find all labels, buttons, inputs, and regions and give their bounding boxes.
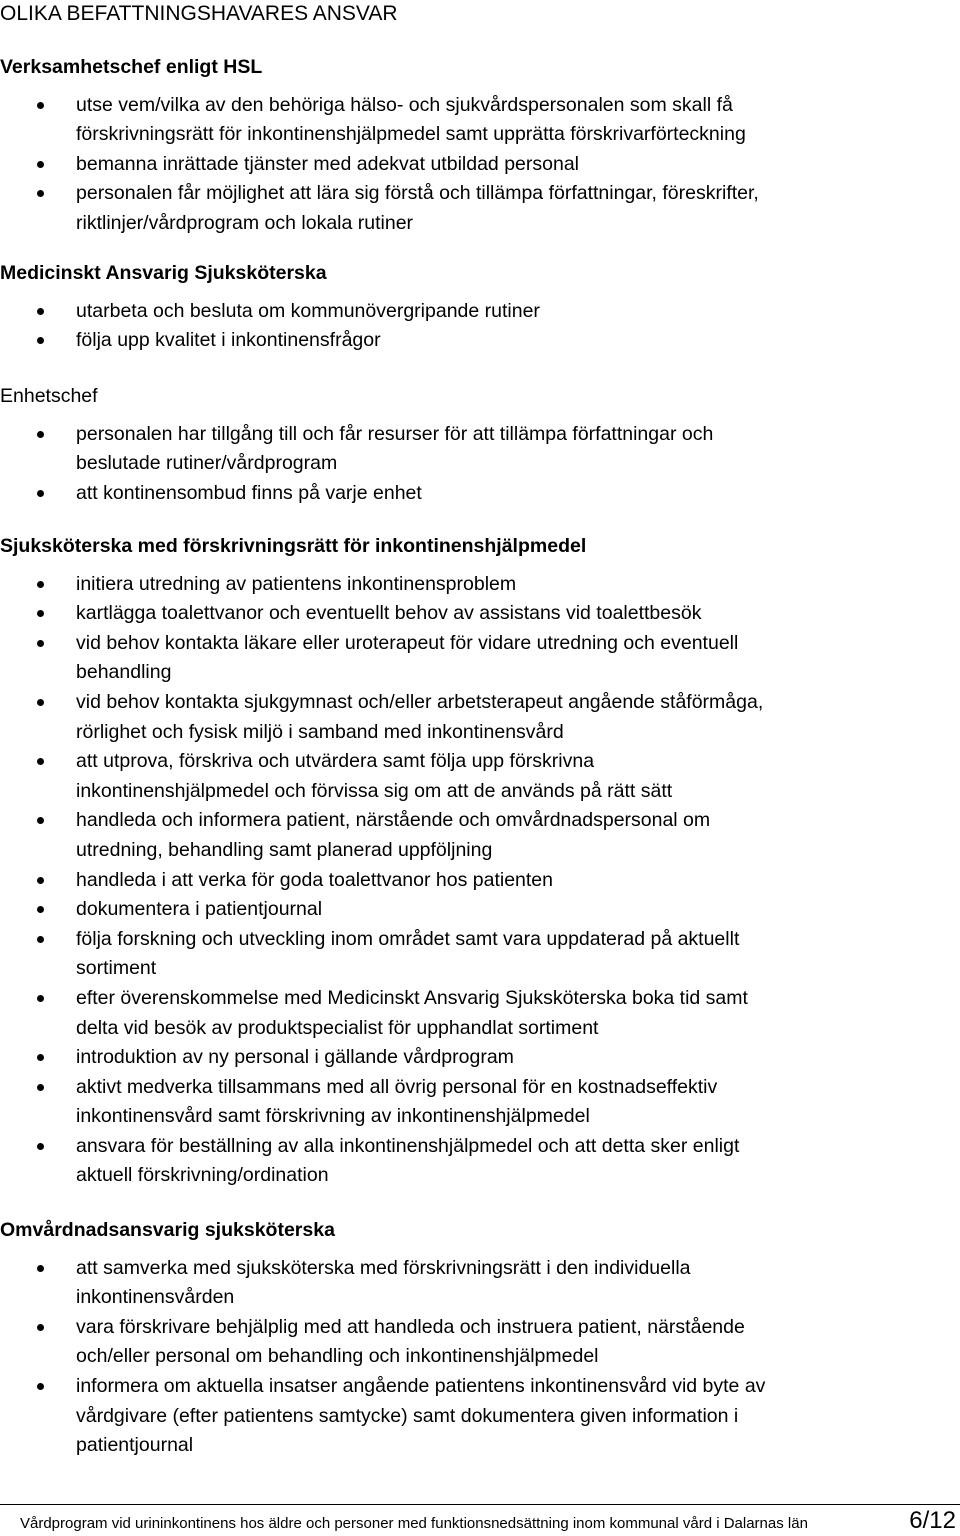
list-item-text: vara förskrivare behjälplig med att handleda och instruera patient, närstående och/eller personal om behandling och inkontinenshjälpmedel [76, 1315, 745, 1368]
bullet-list [0, 420, 960, 509]
list-item [0, 629, 960, 688]
bullet-list [0, 570, 960, 1191]
list-item [0, 1132, 960, 1191]
section-heading: Enhetschef [0, 385, 98, 407]
list-item [0, 420, 960, 479]
list-item-text: informera om aktuella insatser angående patientens inkontinensvård vid byte av vårdgivare (efter patientens samtycke) samt dokumentera given information i patientjournal [76, 1374, 766, 1457]
list-item-text: kartlägga toalettvanor och eventuellt behov av assistans vid toalettbesök [76, 602, 702, 625]
list-item [0, 806, 960, 865]
list-item-text: handleda och informera patient, närstående och omvårdnadspersonal om utredning, behandling samt planerad uppföljning [76, 809, 711, 861]
list-item-text: dokumentera i patientjournal [76, 898, 323, 921]
footer-text: Vårdprogram vid urininkontinens hos äldre och personer med funktionsnedsättning inom kommunal vård i Dalarnas län [20, 1515, 808, 1532]
list-item [0, 599, 960, 629]
list-item [0, 1043, 960, 1073]
list-item-text: personalen har tillgång till och får resurser för att tillämpa författningar och beslutade rutiner/vårdprogram [76, 422, 714, 475]
list-item [0, 91, 960, 150]
list-item [0, 925, 960, 984]
list-item-text: introduktion av ny personal i gällande vårdprogram [76, 1046, 514, 1069]
list-item-text: att kontinensombud finns på varje enhet [76, 481, 422, 504]
section-verksamhetschef [0, 53, 960, 239]
section-omvardnadsansvarig [0, 1216, 960, 1461]
list-item-text: personalen får möjlighet att lära sig förstå och tillämpa författningar, föreskrifter, riktlinjer/vårdprogram och lokala rutiner [76, 182, 759, 234]
list-item-text: att utprova, förskriva och utvärdera samt följa upp förskrivna inkontinenshjälpmedel och förvissa sig om att de används på rätt sätt [76, 750, 673, 802]
page-footer [0, 1504, 960, 1535]
list-item [0, 1073, 960, 1132]
list-item [0, 479, 960, 509]
list-item-text: följa forskning och utveckling inom området samt vara uppdaterad på aktuellt sortiment [76, 927, 740, 980]
list-item-text: ansvara för beställning av alla inkontinenshjälpmedel och att detta sker enligt aktuell förskrivning/ordination [76, 1134, 740, 1187]
list-item-text: utarbeta och besluta om kommunövergripande rutiner [76, 299, 540, 322]
list-item-text: efter överenskommelse med Medicinskt Ansvarig Sjuksköterska boka tid samt delta vid besök av produktspecialist för upphandlat sortiment [76, 986, 748, 1039]
list-item [0, 747, 960, 806]
list-item [0, 866, 960, 896]
section-heading: Sjuksköterska med förskrivningsrätt för inkontinenshjälpmedel [0, 535, 587, 557]
section-heading: Omvårdnadsansvarig sjuksköterska [0, 1219, 335, 1241]
bullet-list [0, 91, 960, 239]
page-title: OLIKA BEFATTNINGSHAVARES ANSVAR [0, 2, 398, 25]
list-item-text: aktivt medverka tillsammans med all övrig personal för en kostnadseffektiv inkontinensvård samt förskrivning av inkontinenshjälpmedel [76, 1075, 718, 1128]
section-heading: Medicinskt Ansvarig Sjuksköterska [0, 262, 327, 284]
section-medicinskt-ansvarig [0, 259, 960, 356]
list-item [0, 1372, 960, 1461]
page-number: 6/12 [909, 1507, 956, 1534]
section-heading: Verksamhetschef enligt HSL [0, 56, 263, 78]
list-item-text: vid behov kontakta läkare eller uroterapeut för vidare utredning och eventuell behandling [76, 631, 739, 684]
list-item [0, 1313, 960, 1372]
list-item-text: initiera utredning av patientens inkontinensproblem [76, 572, 517, 595]
list-item-text: utse vem/vilka av den behöriga hälso- och sjukvårdspersonalen som skall få förskrivningsrätt för inkontinenshjälpmedel samt upprätta förskrivarförteckning [76, 93, 746, 146]
list-item [0, 570, 960, 600]
list-item [0, 150, 960, 180]
bullet-list [0, 1254, 960, 1461]
list-item [0, 688, 960, 747]
list-item-text: bemanna inrättade tjänster med adekvat utbildad personal [76, 152, 579, 175]
section-enhetschef [0, 382, 960, 508]
list-item [0, 179, 960, 238]
list-item [0, 326, 960, 356]
list-item [0, 895, 960, 925]
list-item-text: vid behov kontakta sjukgymnast och/eller arbetsterapeut angående ståförmåga, rörlighet och fysisk miljö i samband med inkontinensvård [76, 690, 764, 743]
list-item [0, 984, 960, 1043]
list-item [0, 297, 960, 327]
list-item [0, 1254, 960, 1313]
list-item-text: handleda i att verka för goda toalettvanor hos patienten [76, 868, 553, 891]
list-item-text: att samverka med sjuksköterska med förskrivningsrätt i den individuella inkontinensvården [76, 1256, 691, 1309]
section-sjukskoterska-forskrivning [0, 532, 960, 1191]
bullet-list [0, 297, 960, 356]
list-item-text: följa upp kvalitet i inkontinensfrågor [76, 329, 381, 352]
